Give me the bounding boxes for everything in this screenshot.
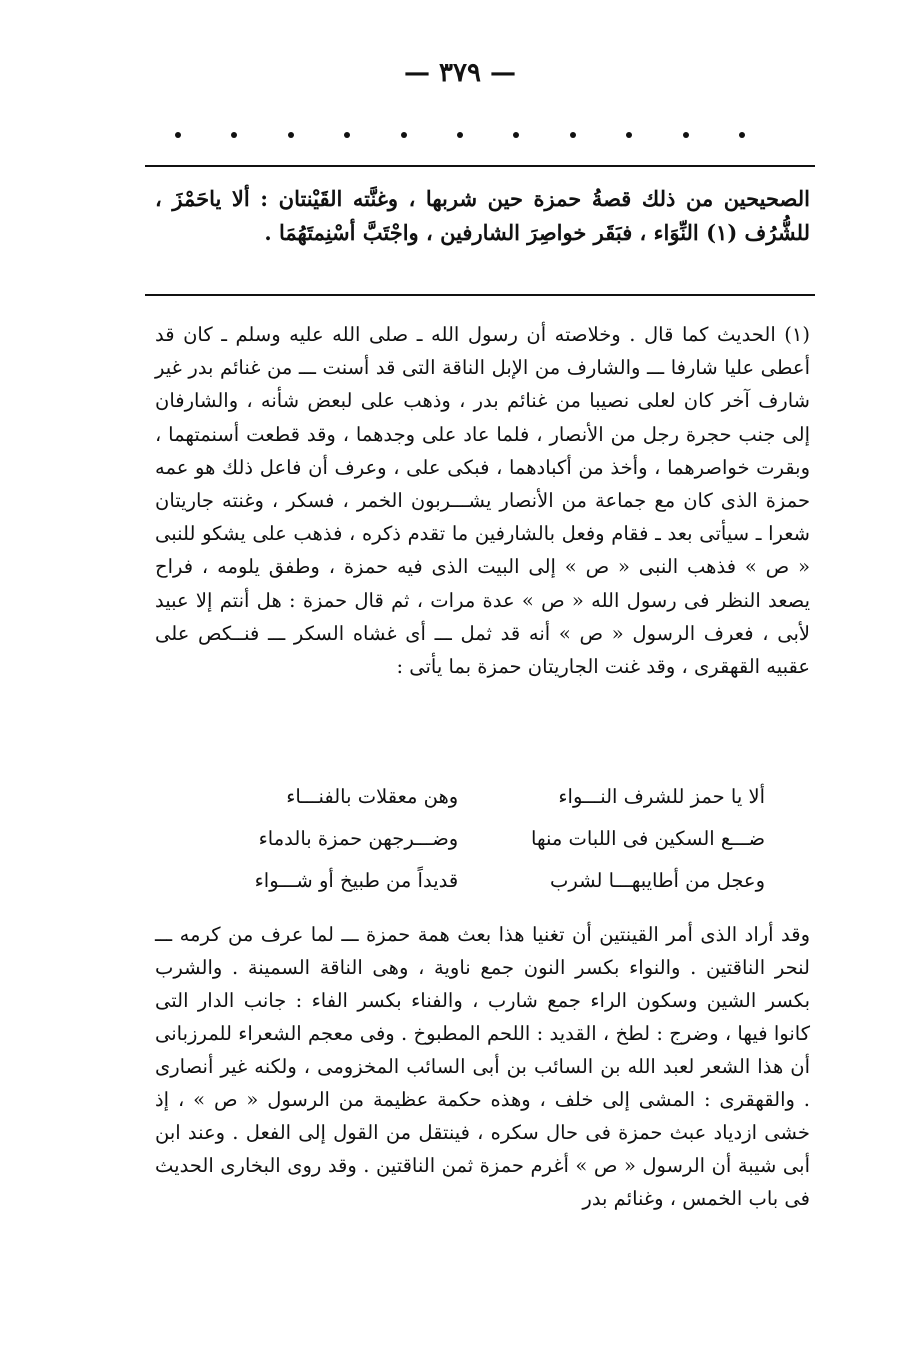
poem-first-hemistich: ضـــع السكين فى اللبات منها	[531, 827, 765, 850]
poem-line	[175, 860, 765, 902]
poem-second-hemistich: وضـــرجهن حمزة بالدماء	[258, 827, 459, 850]
main-text: الصحيحين من ذلك قصةُ حمزة حين شربها ، وغنَّته القَيْنتان : ألا ياحَمْزَ ، للشُّرُف (١) النِّوَاء ، فبَقَر خواصِرَ الشارفين ، واجْتَبَّ أسْنِمتَهُمَا .	[155, 186, 810, 245]
footnote-divider	[145, 294, 815, 296]
dot	[288, 132, 294, 138]
poem-second-hemistich: وهن معقلات بالفنـــاء	[286, 785, 459, 808]
dot	[175, 132, 181, 138]
dot	[231, 132, 237, 138]
poem-line	[175, 818, 765, 860]
dot	[401, 132, 407, 138]
poem-first-hemistich: ألا يا حمز للشرف النـــواء	[558, 785, 765, 808]
top-divider	[145, 165, 815, 167]
dot	[457, 132, 463, 138]
footnote-paragraph-1: (١) الحديث كما قال . وخلاصته أن رسول الله ـ صلى الله عليه وسلم ـ كان قد أعطى عليا شارفا ـــ والشارف من الإبل الناقة التى قد أسنت ـــ من غنائم بدر غير شارف آخر كان لعلى نصيبا من غنائم بدر ، وذهب على لبعض شأنه ، والشارفان إلى جنب حجرة رجل من الأنصار ، فلما عاد على وجدهما ، وقد قطعت أسنمتهما ، وبقرت خواصرهما ، وأخذ من أكبادهما ، فبكى على ، وعرف أن فاعل ذلك هو عمه حمزة الذى كان مع جماعة من الأنصار يشـــربون الخمر ، فسكر ، وغنته جاريتان شعرا ـ سيأتى بعد ـ فقام وفعل بالشارفين ما تقدم ذكره ، فذهب على يشكو للنبى « ص » فذهب النبى « ص » إلى البيت الذى فيه حمزة ، وطفق يلومه ، فراح يصعد النظر فى رسول الله « ص » عدة مرات ، ثم قال حمزة : هل أنتم إلا عبيد لأبى ، فعرف الرسول « ص » أنه قد ثمل ـــ أى غشاه السكر ـــ فنــكص على عقبيه القهقرى ، وقد غنت الجاريتان حمزة بما يأتى :	[155, 323, 810, 679]
poem-second-hemistich: قديداً من طبيخ أو شـــواء	[254, 869, 459, 892]
dot	[344, 132, 350, 138]
dot	[739, 132, 745, 138]
poem-line	[175, 776, 765, 818]
dot	[626, 132, 632, 138]
dot	[683, 132, 689, 138]
poem-first-hemistich: وعجل من أطايبهـــا لشرب	[549, 869, 765, 892]
dot	[513, 132, 519, 138]
footnote-paragraph-2: وقد أراد الذى أمر القينتين أن تغنيا هذا بعث همة حمزة ـــ لما عرف من كرمه ـــ لنحر الناقتين . والنواء بكسر النون جمع ناوية ، وهى الناقة السمينة . والشرب بكسر الشين وسكون الراء جمع شارب ، والفناء بكسر الفاء : جانب الدار التى كانوا فيها ، وضرج : لطخ ، القديد : اللحم المطبوخ . وفى معجم الشعراء للمرزبانى أن هذا الشعر لعبد الله بن السائب بن أبى السائب المخزومى ، ولكنه غير أنصارى . والقهقرى : المشى إلى خلف ، وهذه حكمة عظيمة من الرسول « ص » ، إذ خشى ازدياد عبث حمزة فى حال سكره ، فينتقل من القول إلى الفعل . وعند ابن أبى شيبة أن الرسول « ص » أغرم حمزة ثمن الناقتين . وقد روى البخارى الحديث فى باب الخمس ، وغنائم بدر	[155, 923, 810, 1210]
page-number: — ٣٧٩ —	[403, 58, 517, 88]
ellipsis-dots	[175, 132, 745, 138]
poem	[175, 776, 765, 902]
dot	[570, 132, 576, 138]
